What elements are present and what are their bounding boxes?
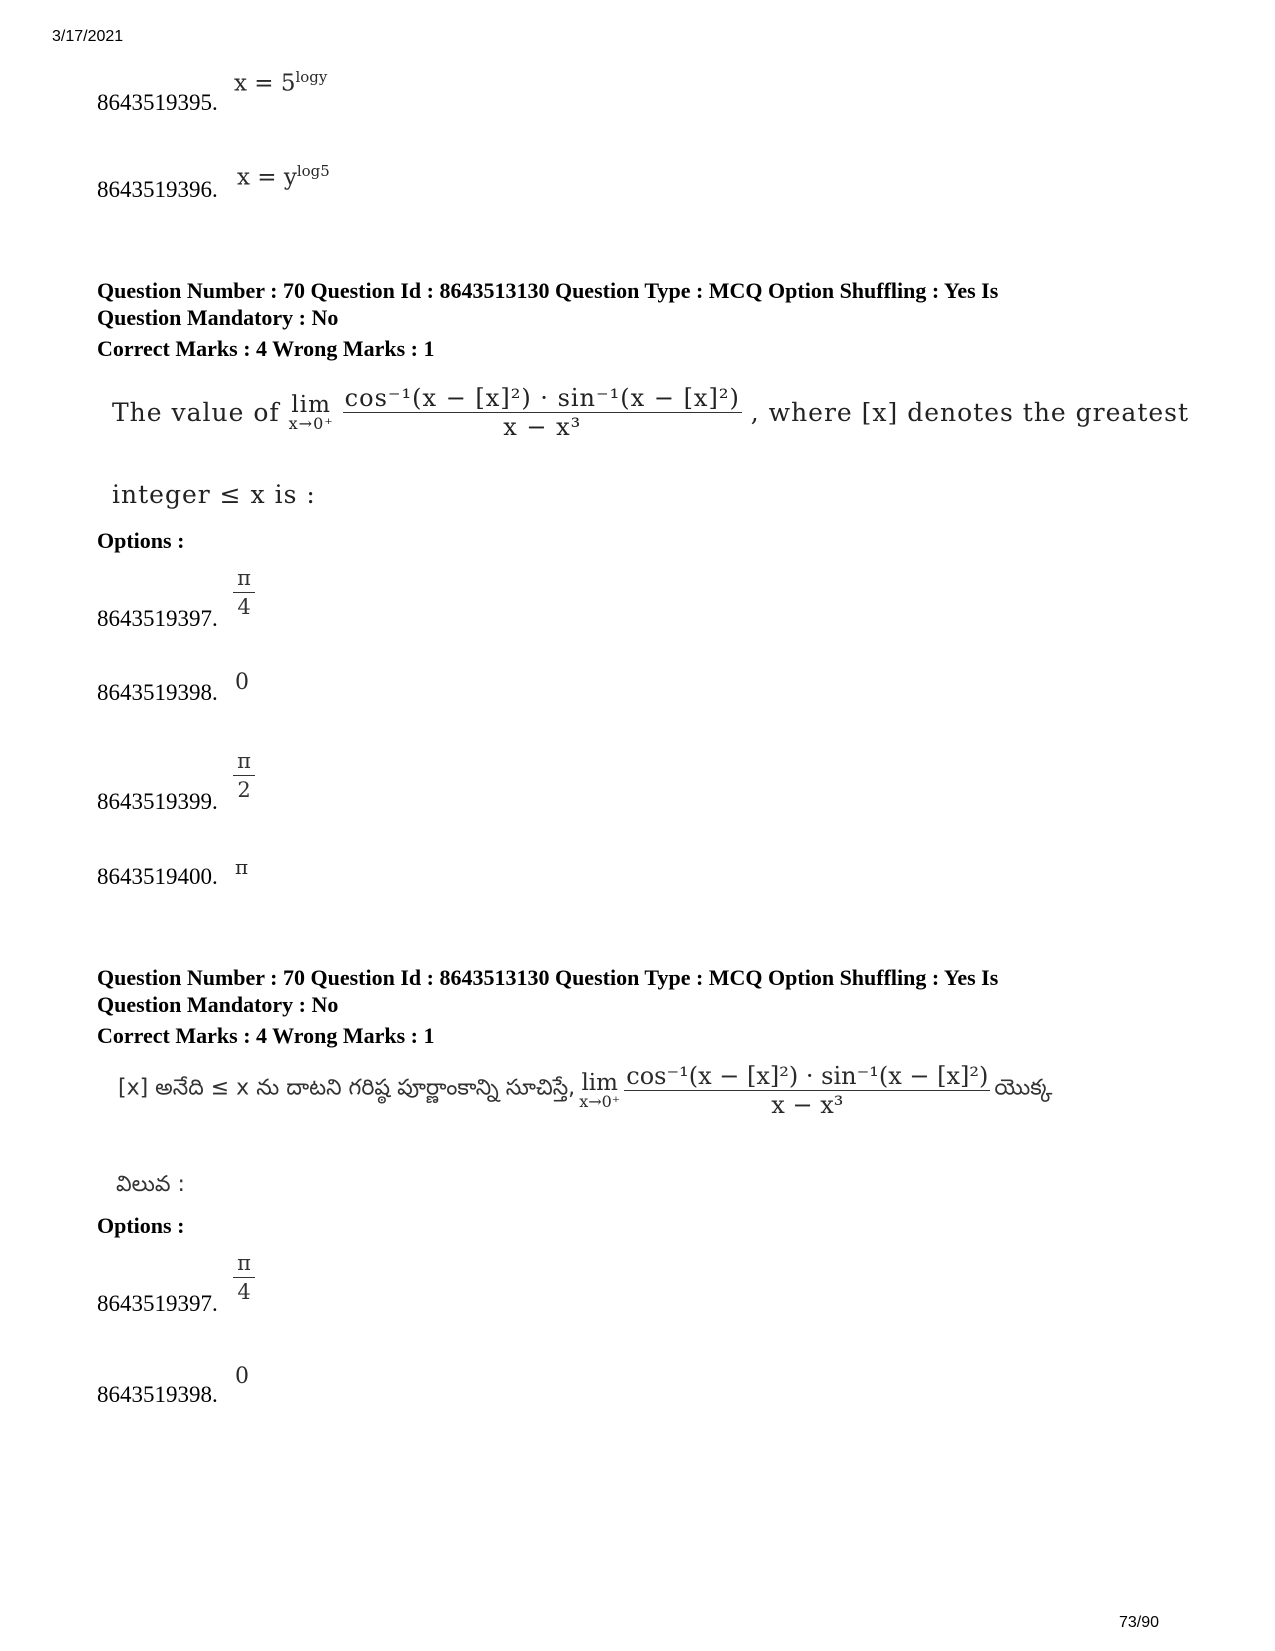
question-marks: Correct Marks : 4 Wrong Marks : 1 — [97, 336, 435, 361]
option-value: 0 — [235, 670, 249, 695]
option-value: π — [235, 855, 249, 879]
option-id: 8643519397. — [97, 606, 218, 631]
print-date: 3/17/2021 — [52, 28, 124, 45]
limit-fraction: $\frac{\text{cos⁻¹(x − [x]²) · sin⁻¹(x − [x]²)}}{\text{x − x³}}$ — [626, 1062, 989, 1119]
options-label: Options : — [97, 528, 185, 553]
limit-operator: lim x→0⁺ — [288, 392, 334, 433]
question-header: Question Number : 70 Question Id : 8643513130 Question Type : MCQ Option Shuffling : Yes Is Question Mandatory : No — [97, 965, 999, 1017]
question-text-line2: integer ≤ x is : — [112, 480, 316, 509]
option-expression: $x = 5^{logy}$ — [234, 68, 328, 97]
option-id: 8643519398. — [97, 680, 218, 705]
option-value-fraction: π 2 — [233, 749, 255, 802]
question-marks: Correct Marks : 4 Wrong Marks : 1 — [97, 1023, 435, 1048]
limit-fraction: $\frac{\text{cos⁻¹(x − [x]²) · sin⁻¹(x − [x]²)}}{\text{x − x³}}$ — [344, 384, 740, 441]
option-value: 0 — [235, 1364, 249, 1389]
option-value-fraction: π 4 — [233, 566, 255, 619]
option-id: 8643519398. — [97, 1382, 218, 1407]
question-header: Question Number : 70 Question Id : 8643513130 Question Type : MCQ Option Shuffling : Yes Is Question Mandatory : No — [97, 278, 999, 330]
page-number: 73/90 — [1118, 1614, 1159, 1631]
question-text: [x] అనేది ≤ x ను దాటని గరిష్ఠ పూర్ణాంకాన్ని సూచిస్తే, lim x→0⁺ $\frac{\text{cos⁻¹(x − [x]²) · sin⁻¹(x − [x]²)}}{\text{x − x³}}$ యొక్క — [118, 1062, 1053, 1119]
option-id: 8643519397. — [97, 1291, 218, 1316]
options-label: Options : — [97, 1213, 185, 1238]
question-text-line2: విలువ : — [116, 1172, 185, 1197]
option-expression: $x = y^{log5}$ — [237, 162, 330, 191]
option-id: 8643519396. — [97, 177, 218, 202]
limit-operator: lim x→0⁺ — [579, 1070, 621, 1111]
option-id: 8643519399. — [97, 789, 218, 814]
question-text: The value of lim x→0⁺ $\frac{\text{cos⁻¹(x − [x]²) · sin⁻¹(x − [x]²)}}{\text{x − x³}}$ , where [x] denotes the greatest — [112, 384, 1190, 441]
option-id: 8643519400. — [97, 864, 218, 889]
option-id: 8643519395. — [97, 90, 218, 115]
option-value-fraction: π 4 — [233, 1251, 255, 1304]
